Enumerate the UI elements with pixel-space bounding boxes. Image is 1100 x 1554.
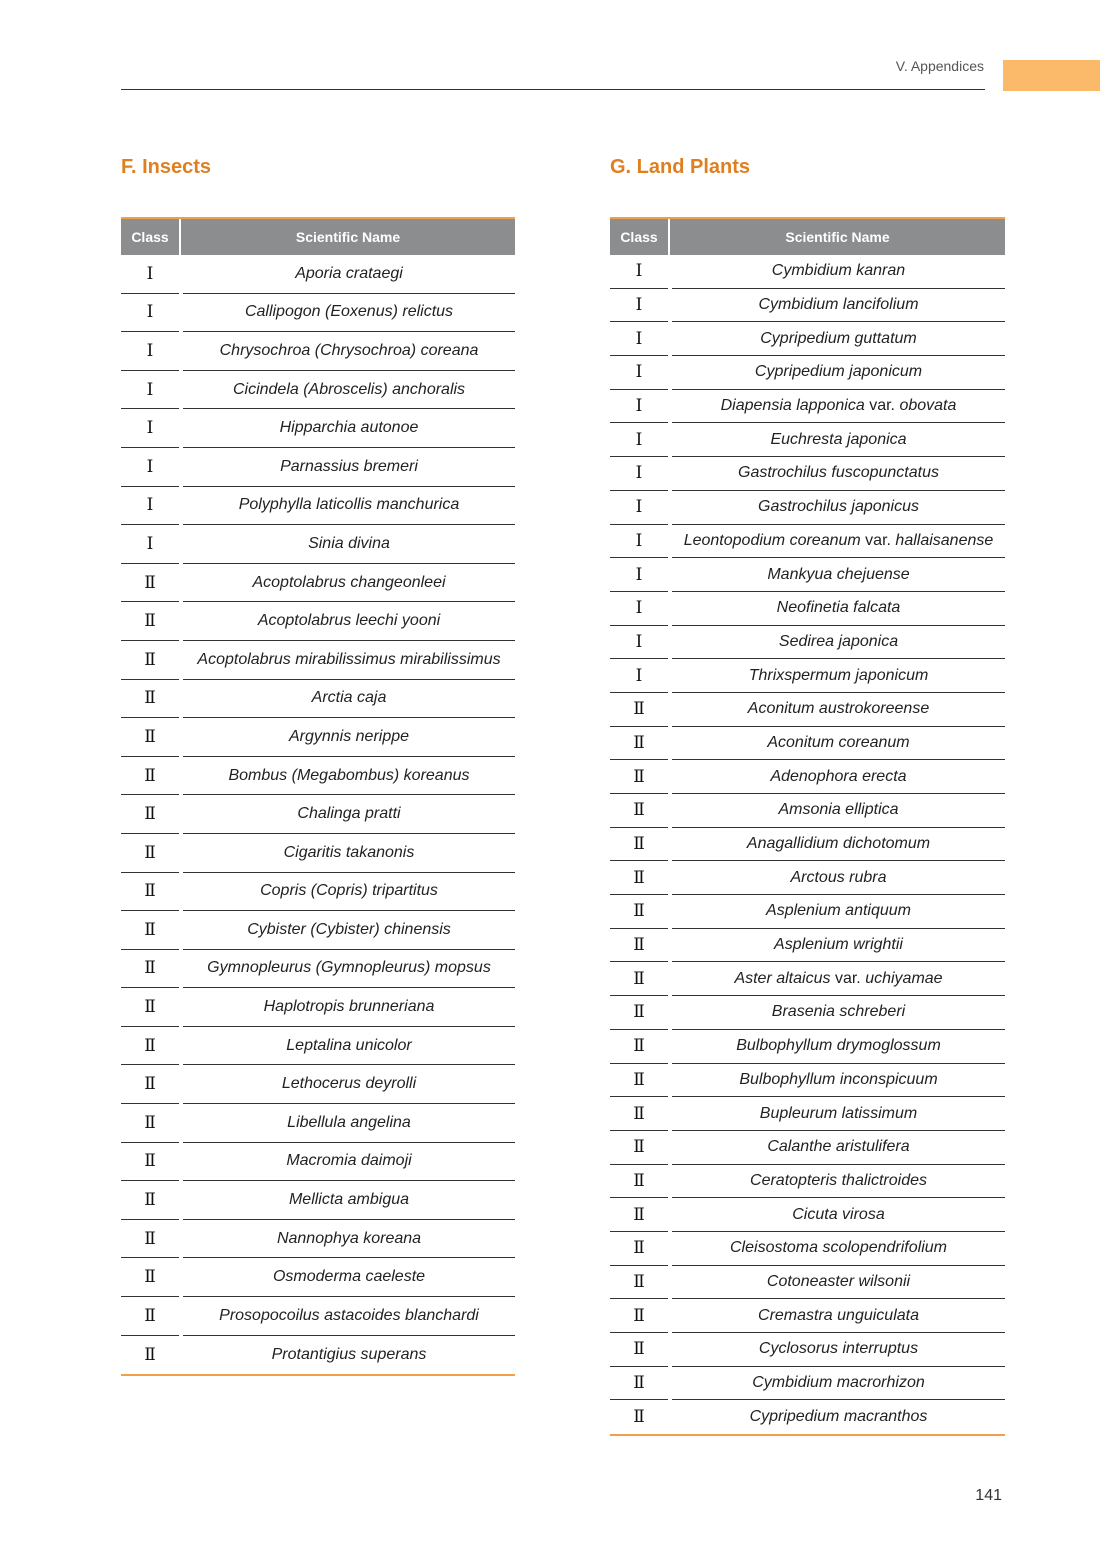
class-cell: Ⅰ <box>610 659 668 693</box>
scientific-name: Lethocerus deyrolli <box>281 1075 417 1093</box>
scientific-name: Cymbidium macrorhizon <box>752 1374 925 1392</box>
class-cell: Ⅰ <box>610 322 668 356</box>
scientific-name: Acoptolabrus leechi yooni <box>257 612 441 630</box>
class-cell: Ⅱ <box>144 1344 156 1365</box>
scientific-name: Sinia divina <box>308 534 390 552</box>
plants-section-title: G. Land Plants <box>610 156 751 178</box>
scientific-name: Prosopocoilus astacoides blanchardi <box>219 1306 479 1324</box>
scientific-name-cell <box>183 371 515 410</box>
scientific-name: Cigaritis takanonis <box>283 843 415 861</box>
table-row <box>610 895 1005 929</box>
class-cell: Ⅱ <box>121 602 179 641</box>
table-row <box>121 1220 515 1259</box>
class-cell: Ⅰ <box>610 457 668 491</box>
table-row <box>121 487 515 526</box>
scientific-name: Gymnopleurus (Gymnopleurus) mopsus <box>207 959 491 977</box>
table-row <box>121 564 515 603</box>
scientific-name-cell <box>183 1027 515 1066</box>
table-row <box>610 322 1005 356</box>
scientific-name: Anagallidium dichotomum <box>746 835 931 853</box>
scientific-name-cell <box>672 929 1005 963</box>
section-tab <box>1003 60 1100 91</box>
scientific-name: Parnassius bremeri <box>280 457 418 475</box>
table-row <box>121 680 515 719</box>
table-row <box>610 390 1005 424</box>
table-row <box>610 962 1005 996</box>
scientific-name-cell <box>672 356 1005 390</box>
scientific-name: Cyclosorus interruptus <box>758 1340 919 1358</box>
scientific-name: Calanthe aristulifera <box>767 1138 910 1156</box>
table-row <box>610 1333 1005 1367</box>
class-cell: Ⅰ <box>121 371 179 410</box>
scientific-name: Cypripedium macranthos <box>749 1408 928 1426</box>
class-cell: Ⅱ <box>121 1027 179 1066</box>
scientific-name-cell <box>183 680 515 719</box>
scientific-name: Bombus (Megabombus) koreanus <box>228 766 470 784</box>
table-row <box>610 592 1005 626</box>
scientific-name-cell <box>672 1299 1005 1333</box>
scientific-name: Brasenia schreberi <box>771 1003 906 1021</box>
table-row <box>610 1030 1005 1064</box>
scientific-name-cell <box>672 457 1005 491</box>
class-cell: Ⅰ <box>121 525 179 564</box>
page-number: 141 <box>975 1487 1002 1504</box>
scientific-name: Libellula angelina <box>287 1113 411 1131</box>
class-cell: Ⅱ <box>610 1064 668 1098</box>
scientific-name-cell <box>183 602 515 641</box>
class-cell: Ⅱ <box>610 1232 668 1266</box>
table-row <box>610 1198 1005 1232</box>
scientific-name-cell <box>183 834 515 873</box>
class-cell: Ⅱ <box>121 1104 179 1143</box>
scientific-name-cell <box>183 988 515 1027</box>
table-row <box>121 757 515 796</box>
class-cell: Ⅰ <box>121 487 179 526</box>
class-cell: Ⅰ <box>121 255 179 294</box>
class-cell: Ⅰ <box>610 491 668 525</box>
scientific-name: Aconitum coreanum <box>767 733 910 751</box>
header-divider <box>121 89 985 90</box>
table-row <box>121 1104 515 1143</box>
scientific-name: Gastrochilus fuscopunctatus <box>738 464 939 482</box>
scientific-name-cell <box>672 1400 1005 1434</box>
class-cell: Ⅰ <box>610 423 668 457</box>
scientific-name: Nannophya koreana <box>276 1229 422 1247</box>
table-row <box>121 988 515 1027</box>
class-cell: Ⅱ <box>610 929 668 963</box>
class-cell: Ⅱ <box>121 834 179 873</box>
scientific-name: Sedirea japonica <box>778 632 899 650</box>
scientific-name: Hipparchia autonoe <box>279 419 419 437</box>
column-header-class: Class <box>121 219 181 255</box>
scientific-name: Mellicta ambigua <box>288 1191 410 1209</box>
column-header-scientific-name: Scientific Name <box>785 229 890 245</box>
scientific-name: Neofinetia falcata <box>776 599 901 617</box>
scientific-name: Cymbidium kanran <box>771 262 906 280</box>
class-cell: Ⅰ <box>121 332 179 371</box>
scientific-name-cell <box>672 491 1005 525</box>
table-row <box>121 1143 515 1182</box>
scientific-name-cell <box>183 255 515 294</box>
scientific-name-cell <box>672 1333 1005 1367</box>
class-cell: Ⅱ <box>121 988 179 1027</box>
class-cell: Ⅱ <box>121 1143 179 1182</box>
table-row <box>610 1165 1005 1199</box>
scientific-name-cell <box>183 1297 515 1336</box>
class-cell: Ⅰ <box>610 255 668 289</box>
scientific-name: Cymbidium lancifolium <box>758 296 919 314</box>
scientific-name: Asplenium wrightii <box>774 936 903 954</box>
scientific-name-cell <box>672 390 1005 424</box>
scientific-name-cell <box>672 760 1005 794</box>
class-cell: Ⅱ <box>121 795 179 834</box>
class-cell: Ⅱ <box>610 693 668 727</box>
class-cell: Ⅱ <box>121 1181 179 1220</box>
scientific-name-cell <box>672 322 1005 356</box>
scientific-name-cell <box>183 294 515 333</box>
scientific-name-cell <box>672 727 1005 761</box>
class-cell: Ⅱ <box>610 895 668 929</box>
class-cell: Ⅱ <box>610 1198 668 1232</box>
scientific-name-cell <box>183 1104 515 1143</box>
scientific-name-cell <box>183 1258 515 1297</box>
class-cell: Ⅱ <box>121 680 179 719</box>
class-cell: Ⅱ <box>633 1407 645 1428</box>
table-row <box>610 1400 1005 1434</box>
scientific-name: Cicindela (Abroscelis) anchoralis <box>232 380 466 398</box>
class-cell: Ⅱ <box>610 1299 668 1333</box>
table-row <box>610 1367 1005 1401</box>
class-cell: Ⅰ <box>121 294 179 333</box>
running-header: V. Appendices <box>895 58 984 74</box>
scientific-name: Aster altaicus <box>734 969 831 987</box>
scientific-name: Cremastra unguiculata <box>758 1306 919 1324</box>
scientific-name: Haplotropis brunneriana <box>263 998 435 1016</box>
scientific-name-cell <box>183 757 515 796</box>
variety-name: hallaisanense <box>895 531 994 549</box>
scientific-name: Cypripedium guttatum <box>760 329 917 347</box>
class-cell: Ⅱ <box>121 641 179 680</box>
scientific-name: Mankyua chejuense <box>767 565 910 583</box>
plants-table <box>610 217 1005 1436</box>
class-cell: Ⅰ <box>610 356 668 390</box>
class-cell: Ⅱ <box>121 1220 179 1259</box>
class-cell: Ⅰ <box>610 592 668 626</box>
table-row <box>610 457 1005 491</box>
table-row <box>121 911 515 950</box>
class-cell: Ⅱ <box>610 1097 668 1131</box>
class-cell: Ⅱ <box>610 1165 668 1199</box>
scientific-name: Amsonia elliptica <box>778 801 899 819</box>
table-row <box>610 491 1005 525</box>
scientific-name: Bulbophyllum drymoglossum <box>736 1037 941 1055</box>
variety-name: uchiyamae <box>865 969 943 987</box>
table-row <box>121 718 515 757</box>
table-row <box>121 1065 515 1104</box>
scientific-name-cell <box>672 289 1005 323</box>
table-row <box>121 332 515 371</box>
class-cell: Ⅱ <box>121 1258 179 1297</box>
scientific-name: Cleisostoma scolopendrifolium <box>730 1239 947 1257</box>
class-cell: Ⅱ <box>610 760 668 794</box>
column-header-class: Class <box>610 219 670 255</box>
table-row <box>121 1297 515 1336</box>
scientific-name-cell <box>183 564 515 603</box>
scientific-name-cell <box>672 1232 1005 1266</box>
class-cell: Ⅱ <box>610 1030 668 1064</box>
scientific-name-cell <box>672 996 1005 1030</box>
insects-table <box>121 217 515 1376</box>
class-cell: Ⅱ <box>121 873 179 912</box>
table-row <box>121 371 515 410</box>
scientific-name-cell <box>672 861 1005 895</box>
scientific-name-cell <box>672 1131 1005 1165</box>
table-row <box>121 834 515 873</box>
class-cell: Ⅱ <box>610 1333 668 1367</box>
scientific-name: Gastrochilus japonicus <box>758 498 919 516</box>
class-cell: Ⅰ <box>121 409 179 448</box>
table-row <box>121 525 515 564</box>
table-row <box>610 1064 1005 1098</box>
table-row <box>610 760 1005 794</box>
scientific-name: Asplenium antiquum <box>766 902 911 920</box>
scientific-name: Ceratopteris thalictroides <box>750 1171 927 1189</box>
table-row <box>121 641 515 680</box>
class-cell: Ⅱ <box>610 1367 668 1401</box>
scientific-name: Protantigius superans <box>271 1345 427 1363</box>
table-row <box>610 626 1005 660</box>
scientific-name: Diapensia lapponica <box>720 397 865 415</box>
scientific-name-cell <box>183 1220 515 1259</box>
scientific-name-cell <box>672 525 1005 559</box>
scientific-name: Macromia daimoji <box>286 1152 412 1170</box>
table-row <box>610 659 1005 693</box>
table-row <box>610 1266 1005 1300</box>
class-cell: Ⅱ <box>610 996 668 1030</box>
table-row <box>610 289 1005 323</box>
table-row <box>610 996 1005 1030</box>
scientific-name-cell <box>183 873 515 912</box>
table-row <box>610 929 1005 963</box>
scientific-name-cell <box>183 911 515 950</box>
scientific-name-cell <box>183 718 515 757</box>
scientific-name-cell <box>183 641 515 680</box>
scientific-name-cell <box>183 950 515 989</box>
variety-label: var. <box>865 531 891 549</box>
scientific-name: Polyphylla laticollis manchurica <box>238 496 460 514</box>
scientific-name-cell <box>672 1198 1005 1232</box>
scientific-name-cell <box>672 828 1005 862</box>
scientific-name: Arctous rubra <box>790 868 887 886</box>
class-cell: Ⅱ <box>121 718 179 757</box>
table-row <box>121 448 515 487</box>
scientific-name: Callipogon (Eoxenus) relictus <box>244 303 454 321</box>
scientific-name-cell <box>672 1266 1005 1300</box>
scientific-name: Adenophora erecta <box>770 767 907 785</box>
scientific-name-cell <box>672 693 1005 727</box>
table-row <box>610 1131 1005 1165</box>
class-cell: Ⅱ <box>121 1065 179 1104</box>
table-row <box>610 525 1005 559</box>
class-cell: Ⅱ <box>610 828 668 862</box>
scientific-name-cell <box>183 1065 515 1104</box>
table-row <box>610 693 1005 727</box>
scientific-name-cell <box>672 1367 1005 1401</box>
table-row <box>610 1097 1005 1131</box>
table-header <box>610 219 1005 255</box>
table-row <box>610 727 1005 761</box>
scientific-name: Chalinga pratti <box>297 805 401 823</box>
class-cell: Ⅱ <box>610 962 668 996</box>
class-cell: Ⅱ <box>121 757 179 796</box>
scientific-name: Argynnis nerippe <box>288 727 410 745</box>
class-cell: Ⅱ <box>610 1131 668 1165</box>
scientific-name-cell <box>672 1165 1005 1199</box>
table-body <box>121 255 515 1374</box>
insects-section-title: F. Insects <box>121 156 212 178</box>
column-header-scientific-name: Scientific Name <box>295 229 401 245</box>
variety-name: obovata <box>899 397 957 415</box>
table-row <box>121 795 515 834</box>
scientific-name-cell <box>183 1336 515 1375</box>
table-row <box>610 1299 1005 1333</box>
scientific-name-cell <box>672 1030 1005 1064</box>
scientific-name: Bupleurum latissimum <box>759 1104 918 1122</box>
table-row <box>121 294 515 333</box>
table-row <box>610 356 1005 390</box>
scientific-name: Cybister (Cybister) chinensis <box>247 920 451 938</box>
class-cell: Ⅱ <box>121 564 179 603</box>
scientific-name: Thrixspermum japonicum <box>748 666 929 684</box>
scientific-name-cell <box>672 895 1005 929</box>
scientific-name-cell <box>672 1097 1005 1131</box>
scientific-name: Chrysochroa (Chrysochroa) coreana <box>219 341 479 359</box>
scientific-name: Acoptolabrus mirabilissimus mirabilissimus <box>197 650 501 668</box>
table-row <box>121 950 515 989</box>
scientific-name: Osmoderma caeleste <box>272 1268 426 1286</box>
scientific-name-cell <box>183 1143 515 1182</box>
table-row <box>610 794 1005 828</box>
class-cell: Ⅰ <box>610 390 668 424</box>
table-row <box>610 423 1005 457</box>
table-row <box>610 861 1005 895</box>
table-row <box>610 255 1005 289</box>
scientific-name: Aconitum austrokoreense <box>747 700 930 718</box>
table-row <box>121 1258 515 1297</box>
table-row <box>121 1027 515 1066</box>
scientific-name-cell <box>183 525 515 564</box>
table-row <box>121 255 515 294</box>
scientific-name: Copris (Copris) tripartitus <box>260 882 438 900</box>
scientific-name-cell <box>183 487 515 526</box>
class-cell: Ⅱ <box>121 950 179 989</box>
table-row <box>121 409 515 448</box>
class-cell: Ⅰ <box>121 448 179 487</box>
scientific-name: Cotoneaster wilsonii <box>766 1272 911 1290</box>
scientific-name-cell <box>672 962 1005 996</box>
scientific-name-cell <box>183 332 515 371</box>
class-cell: Ⅰ <box>610 558 668 592</box>
scientific-name-cell <box>672 558 1005 592</box>
scientific-name-cell <box>672 1064 1005 1098</box>
class-cell: Ⅰ <box>610 525 668 559</box>
scientific-name: Arctia caja <box>311 689 387 707</box>
scientific-name-cell <box>672 423 1005 457</box>
table-row <box>610 828 1005 862</box>
table-row <box>121 1181 515 1220</box>
class-cell: Ⅰ <box>610 289 668 323</box>
variety-label: var. <box>869 397 895 415</box>
variety-label: var. <box>834 969 861 987</box>
scientific-name: Leptalina unicolor <box>286 1036 412 1054</box>
class-cell: Ⅰ <box>610 626 668 660</box>
scientific-name: Cicuta virosa <box>792 1205 885 1223</box>
table-row <box>610 558 1005 592</box>
class-cell: Ⅱ <box>121 911 179 950</box>
scientific-name: Bulbophyllum inconspicuum <box>739 1070 938 1088</box>
table-row <box>121 1336 515 1375</box>
scientific-name-cell <box>672 592 1005 626</box>
scientific-name: Leontopodium coreanum <box>683 531 861 549</box>
class-cell: Ⅱ <box>610 861 668 895</box>
scientific-name-cell <box>183 795 515 834</box>
table-body <box>610 255 1005 1434</box>
class-cell: Ⅱ <box>610 727 668 761</box>
scientific-name: Cypripedium japonicum <box>754 363 923 381</box>
scientific-name: Euchresta japonica <box>770 430 907 448</box>
scientific-name-cell <box>672 659 1005 693</box>
scientific-name: Aporia crataegi <box>295 264 403 282</box>
scientific-name-cell <box>183 1181 515 1220</box>
scientific-name-cell <box>672 626 1005 660</box>
scientific-name-cell <box>183 448 515 487</box>
table-header <box>121 219 515 255</box>
table-row <box>610 1232 1005 1266</box>
class-cell: Ⅱ <box>121 1297 179 1336</box>
scientific-name: Acoptolabrus changeonleei <box>252 573 446 591</box>
table-row <box>121 602 515 641</box>
table-row <box>121 873 515 912</box>
scientific-name-cell <box>672 255 1005 289</box>
scientific-name-cell <box>183 409 515 448</box>
scientific-name-cell <box>672 794 1005 828</box>
class-cell: Ⅱ <box>610 794 668 828</box>
class-cell: Ⅱ <box>610 1266 668 1300</box>
